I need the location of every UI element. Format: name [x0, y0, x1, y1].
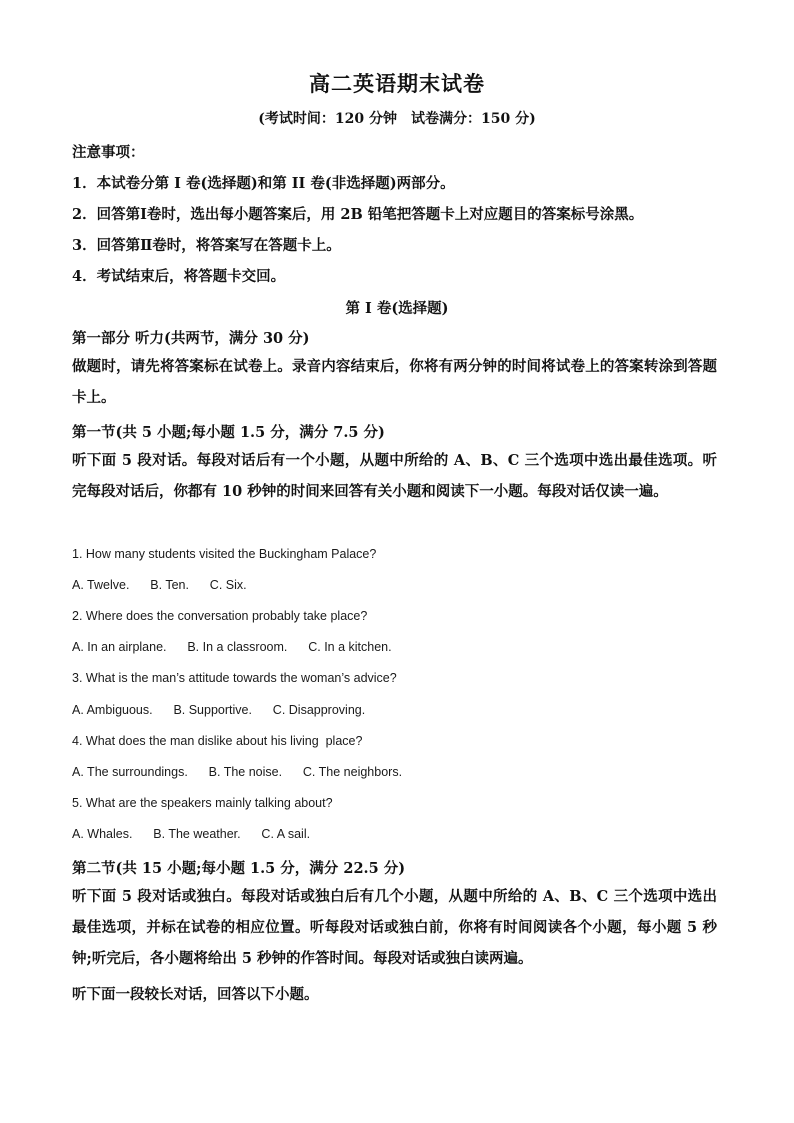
note-item: 3．回答第Ⅱ卷时，将答案写在答题卡上。: [72, 237, 341, 254]
question-options: A. The surroundings. B. The noise. C. The neighbors.: [72, 765, 403, 779]
question-stem: 5. What are the speakers mainly talking about?: [72, 796, 333, 810]
section2-instruction: 听下面 5 段对话或独白。每段对话或独白后有几个小题，从题中所给的 A、B、C 三个选项中选出最佳选项，并标在试卷的相应位置。听每段对话或独白前，你将有时间阅读各个小题，每小题 5 秒钟;听完后，各小题将给出 5 秒钟的作答时间。每段对话或独白读两遍。: [72, 888, 717, 967]
question-options: A. Ambiguous. B. Supportive. C. Disapproving.: [72, 703, 366, 717]
section1-instruction: 听下面 5 段对话。每段对话后有一个小题，从题中所给的 A、B、C 三个选项中选出最佳选项。听完每段对话后，你都有 10 秒钟的时间来回答有关小题和阅读下一小题。每段对话仅读一遍。: [72, 452, 717, 500]
section1-heading: 第一节(共 5 小题;每小题 1.5 分，满分 7.5 分): [72, 424, 385, 441]
note-item: 1．本试卷分第 I 卷(选择题)和第 II 卷(非选择题)两部分。: [72, 175, 455, 192]
note-item: 2．回答第Ⅰ卷时，选出每小题答案后，用 2B 铅笔把答题卡上对应题目的答案标号涂黑。: [72, 206, 644, 223]
question-options: A. Twelve. B. Ten. C. Six.: [72, 578, 247, 592]
section2-heading: 第二节(共 15 小题;每小题 1.5 分，满分 22.5 分): [72, 860, 406, 877]
page-title: 高二英语期末试卷: [309, 71, 485, 96]
note-item: 4．考试结束后，将答题卡交回。: [72, 268, 286, 285]
notes-heading: 注意事项：: [72, 144, 145, 161]
volume-heading: 第 I 卷(选择题): [345, 300, 449, 317]
question-stem: 4. What does the man dislike about his living place?: [72, 734, 363, 748]
question-options: A. In an airplane. B. In a classroom. C. In a kitchen.: [72, 640, 392, 654]
section2-lead: 听下面一段较长对话，回答以下小题。: [72, 986, 319, 1003]
part1-heading: 第一部分 听力(共两节，满分 30 分): [72, 330, 310, 347]
question-stem: 1. How many students visited the Buckingham Palace?: [72, 547, 377, 561]
question-options: A. Whales. B. The weather. C. A sail.: [72, 827, 311, 841]
question-stem: 3. What is the man’s attitude towards the woman’s advice?: [72, 671, 397, 685]
part1-instruction: 做题时，请先将答案标在试卷上。录音内容结束后，你将有两分钟的时间将试卷上的答案转涂到答题卡上。: [72, 358, 717, 406]
exam-time-info: (考试时间：120 分钟 试卷满分：150 分): [258, 111, 536, 127]
question-stem: 2. Where does the conversation probably take place?: [72, 609, 368, 623]
